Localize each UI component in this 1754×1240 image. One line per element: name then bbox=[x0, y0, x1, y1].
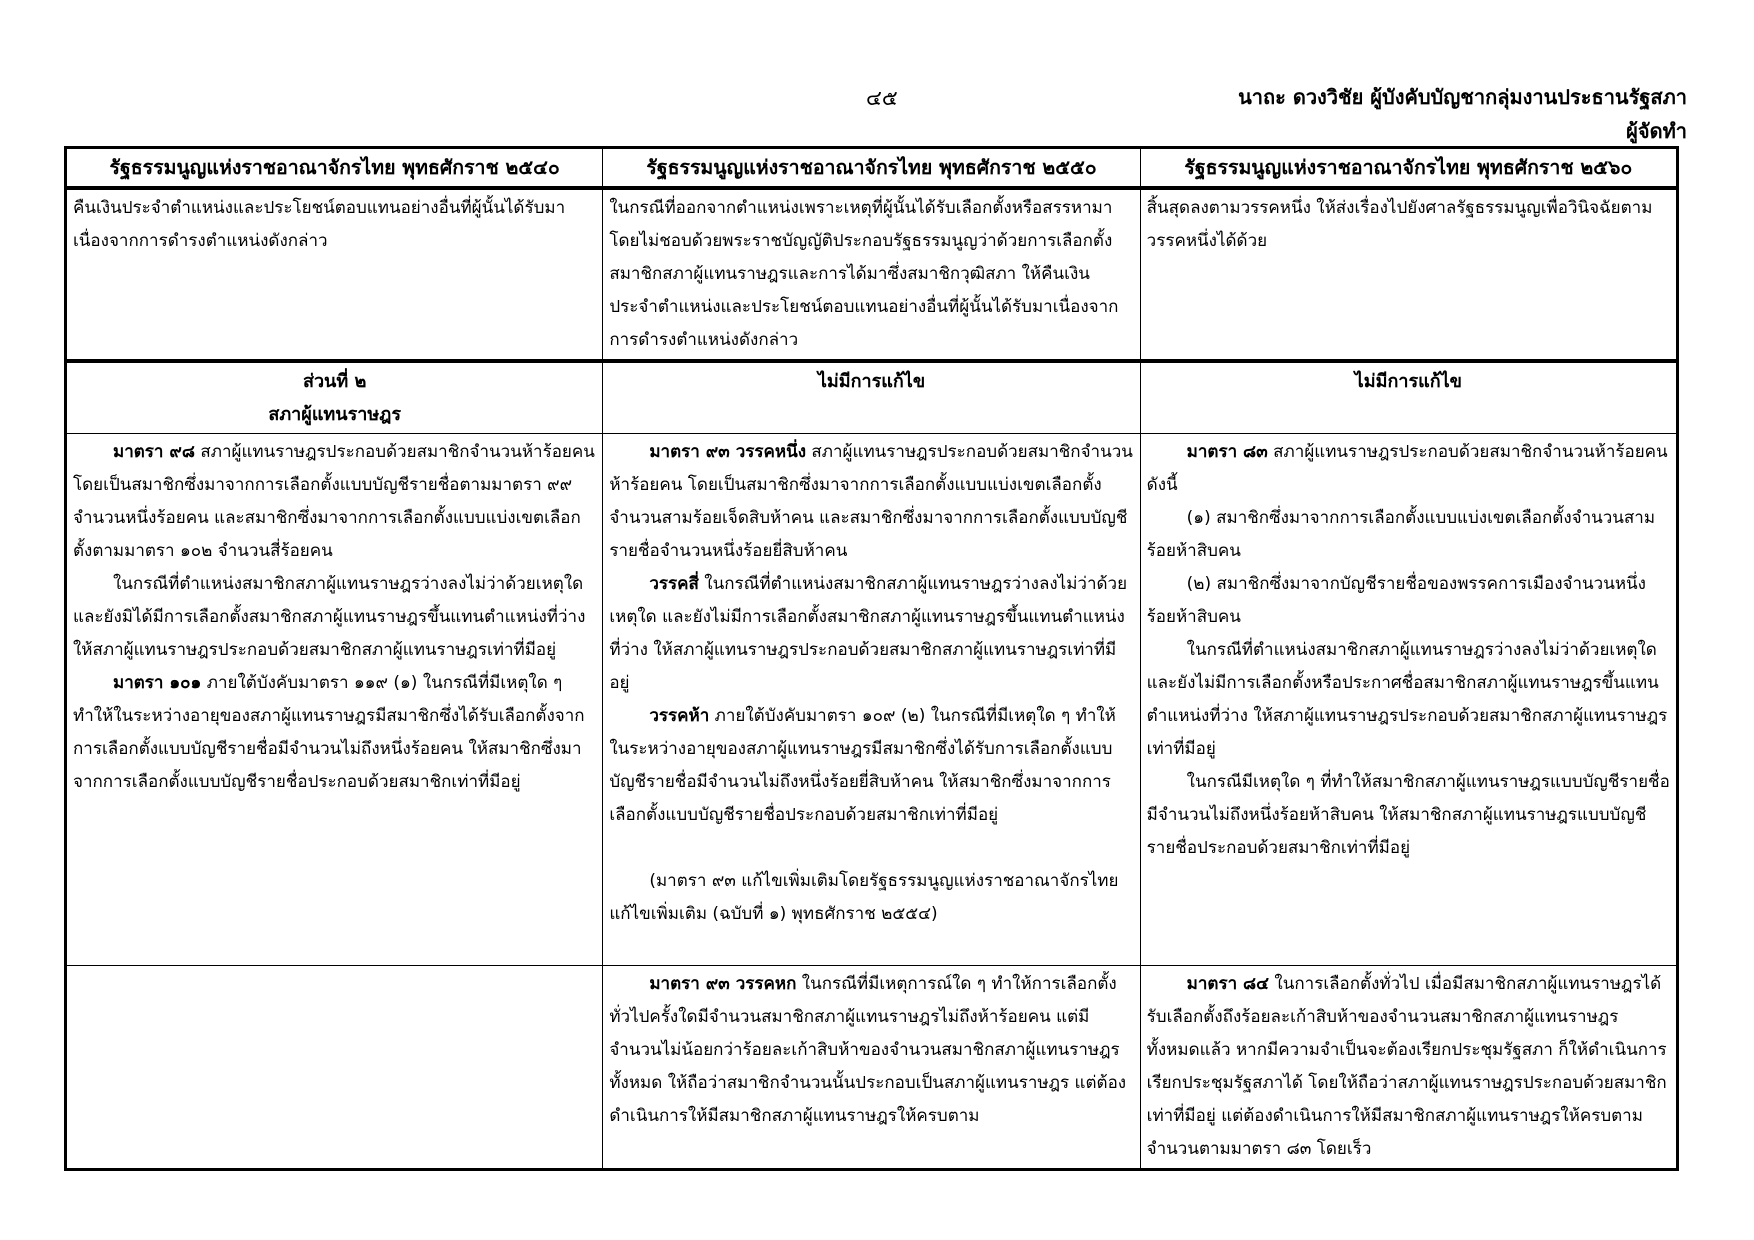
paragraph-text: ไม่มีการแก้ไข bbox=[1354, 371, 1462, 392]
paragraph-text: สภาผู้แทนราษฎรประกอบด้วยสมาชิกจำนวนห้าร้อยคน โดยเป็นสมาชิกซึ่งมาจากการเลือกตั้งแบบบัญชีรายชื่อตามมาตรา ๙๙ จำนวนหนึ่งร้อยคน และสมาชิกซึ่งมาจากการเลือกตั้งแบบแบ่งเขตเลือกตั้งตามมาตรา ๑๐๒ จำนวนสี่ร้อยคน bbox=[73, 442, 595, 561]
table-cell bbox=[603, 966, 1140, 1170]
paragraph bbox=[609, 568, 1133, 700]
paragraph bbox=[609, 865, 1133, 931]
paragraph bbox=[73, 398, 596, 431]
paragraph-text: (๒) สมาชิกซึ่งมาจากบัญชีรายชื่อของพรรคการเมืองจำนวนหนึ่งร้อยห้าสิบคน bbox=[1146, 574, 1646, 627]
author-role: ผู้จัดทำ bbox=[1626, 119, 1687, 143]
paragraph bbox=[1147, 568, 1670, 634]
table-body bbox=[66, 188, 1678, 1170]
paragraph bbox=[1147, 766, 1670, 865]
paragraph-text: ในกรณีที่ตำแหน่งสมาชิกสภาผู้แทนราษฎรว่างลงไม่ว่าด้วยเหตุใด และยังไม่มีการเลือกตั้งสมาชิกสภาผู้แทนราษฎรขึ้นแทนตำแหน่งที่ว่าง ให้สภาผู้แทนราษฎรประกอบด้วยสมาชิกสภาผู้แทนราษฎรเท่าที่มีอยู่ bbox=[609, 574, 1128, 693]
paragraph-text: ในกรณีมีเหตุใด ๆ ที่ทำให้สมาชิกสภาผู้แทนราษฎรแบบบัญชีรายชื่อมีจำนวนไม่ถึงหนึ่งร้อยห้าสิบคน ให้สมาชิกสภาผู้แทนราษฎรแบบบัญชีรายชื่อประกอบด้วยสมาชิกเท่าที่มีอยู่ bbox=[1146, 772, 1670, 858]
paragraph bbox=[73, 436, 596, 568]
paragraph-text: ภายใต้บังคับมาตรา ๑๑๙ (๑) ในกรณีที่มีเหตุใด ๆ ทำให้ในระหว่างอายุของสภาผู้แทนราษฎรมีสมาชิกซึ่งได้รับเลือกตั้งจากการเลือกตั้งแบบบัญชีรายชื่อมีจำนวนไม่ถึงหนึ่งร้อยคน ให้สมาชิกซึ่งมาจากการเลือกตั้งแบบบัญชีรายชื่อประกอบด้วยสมาชิกเท่าที่มีอยู่ bbox=[73, 673, 585, 792]
author-name: นาถะ ดวงวิชัย ผู้บังคับบัญชากลุ่มงานประธานรัฐสภา bbox=[1238, 85, 1687, 109]
paragraph-text: คืนเงินประจำตำแหน่งและประโยชน์ตอบแทนอย่างอื่นที่ผู้นั้นได้รับมาเนื่องจากการดำรงตำแหน่งดังกล่าว bbox=[73, 198, 566, 251]
table-row bbox=[66, 434, 1678, 966]
table-cell bbox=[1140, 966, 1677, 1170]
table-header-row bbox=[66, 148, 1678, 189]
paragraph bbox=[609, 365, 1133, 398]
paragraph bbox=[73, 365, 596, 398]
paragraph-text: ในกรณีที่มีเหตุการณ์ใด ๆ ทำให้การเลือกตั้งทั่วไปครั้งใดมีจำนวนสมาชิกสภาผู้แทนราษฎรไม่ถึงห้าร้อยคน แต่มีจำนวนไม่น้อยกว่าร้อยละเก้าสิบห้าของจำนวนสมาชิกสภาผู้แทนราษฎรทั้งหมด ให้ถือว่าสมาชิกจำนวนนั้นประกอบเป็นสภาผู้แทนราษฎร แต่ต้องดำเนินการให้มีสมาชิกสภาผู้แทนราษฎรให้ครบตาม bbox=[609, 974, 1127, 1126]
paragraph bbox=[1147, 365, 1670, 398]
paragraph bbox=[609, 436, 1133, 568]
paragraph-text: ในการเลือกตั้งทั่วไป เมื่อมีสมาชิกสภาผู้แทนราษฎรได้รับเลือกตั้งถึงร้อยละเก้าสิบห้าของจำนวนสมาชิกสภาผู้แทนราษฎรทั้งหมดแล้ว หากมีความจำเป็นจะต้องเรียกประชุมรัฐสภา ก็ให้ดำเนินการเรียกประชุมรัฐสภาได้ โดยให้ถือว่าสภาผู้แทนราษฎรประกอบด้วยสมาชิกเท่าที่มีอยู่ แต่ต้องดำเนินการให้มีสมาชิกสภาผู้แทนราษฎรให้ครบตามจำนวนตามมาตรา ๘๓ โดยเร็ว bbox=[1146, 974, 1667, 1159]
paragraph-text: ส่วนที่ ๒ bbox=[302, 371, 367, 392]
table-cell bbox=[603, 361, 1140, 434]
paragraph bbox=[1147, 634, 1670, 766]
paragraph-text: ในกรณีที่ตำแหน่งสมาชิกสภาผู้แทนราษฎรว่างลงไม่ว่าด้วยเหตุใด และยังมิได้มีการเลือกตั้งสมาชิกสภาผู้แทนราษฎรขึ้นแทนตำแหน่งที่ว่าง ให้สภาผู้แทนราษฎรประกอบด้วยสมาชิกสภาผู้แทนราษฎรเท่าที่มีอยู่ bbox=[73, 574, 586, 660]
constitution-comparison-table bbox=[64, 146, 1679, 1171]
paragraph-text: ภายใต้บังคับมาตรา ๑๐๙ (๒) ในกรณีที่มีเหตุใด ๆ ทำให้ในระหว่างอายุของสภาผู้แทนราษฎรมีสมาชิกซึ่งได้รับการเลือกตั้งแบบบัญชีรายชื่อมีจำนวนไม่ถึงหนึ่งร้อยยี่สิบห้าคน ให้สมาชิกซึ่งมาจากการเลือกตั้งแบบบัญชีรายชื่อประกอบด้วยสมาชิกเท่าที่มีอยู่ bbox=[609, 706, 1116, 825]
paragraph-text: ในกรณีที่ออกจากตำแหน่งเพราะเหตุที่ผู้นั้นได้รับเลือกตั้งหรือสรรหามาโดยไม่ชอบด้วยพระราชบัญญัติประกอบรัฐธรรมนูญว่าด้วยการเลือกตั้งสมาชิกสภาผู้แทนราษฎรและการได้มาซึ่งสมาชิกวุฒิสภา ให้คืนเงินประจำตำแหน่งและประโยชน์ตอบแทนอย่างอื่นที่ผู้นั้นได้รับมาเนื่องจากการดำรงตำแหน่งดังกล่าว bbox=[609, 198, 1119, 350]
table-row bbox=[66, 188, 1678, 361]
table-cell bbox=[66, 188, 603, 361]
table-row bbox=[66, 361, 1678, 434]
section-label: มาตรา ๘๓ bbox=[1186, 442, 1268, 462]
section-label: มาตรา ๙๘ bbox=[113, 442, 195, 462]
table-cell bbox=[66, 361, 603, 434]
paragraph-text: สภาผู้แทนราษฎรประกอบด้วยสมาชิกจำนวนห้าร้อยคน ดังนี้ bbox=[1146, 442, 1668, 495]
section-label: มาตรา ๑๐๑ bbox=[113, 673, 202, 693]
section-label: วรรคห้า bbox=[649, 706, 710, 726]
paragraph bbox=[73, 568, 596, 667]
table-cell bbox=[66, 434, 603, 966]
column-header-2540: รัฐธรรมนูญแห่งราชอาณาจักรไทย พุทธศักราช ๒๕๔๐ bbox=[66, 148, 603, 189]
paragraph-text: สภาผู้แทนราษฎรประกอบด้วยสมาชิกจำนวนห้าร้อยคน โดยเป็นสมาชิกซึ่งมาจากการเลือกตั้งแบบแบ่งเขตเลือกตั้งจำนวนสามร้อยเจ็ดสิบห้าคน และสมาชิกซึ่งมาจากการเลือกตั้งแบบบัญชีรายชื่อจำนวนหนึ่งร้อยยี่สิบห้าคน bbox=[609, 442, 1133, 561]
column-header-2560: รัฐธรรมนูญแห่งราชอาณาจักรไทย พุทธศักราช ๒๕๖๐ bbox=[1140, 148, 1677, 189]
paragraph-text: สิ้นสุดลงตามวรรคหนึ่ง ให้ส่งเรื่องไปยังศาลรัฐธรรมนูญเพื่อวินิจฉัยตามวรรคหนึ่งได้ด้วย bbox=[1146, 198, 1653, 251]
paragraph bbox=[1147, 968, 1670, 1166]
author-block bbox=[1238, 80, 1687, 148]
column-header-2550: รัฐธรรมนูญแห่งราชอาณาจักรไทย พุทธศักราช ๒๕๕๐ bbox=[603, 148, 1140, 189]
table-cell bbox=[1140, 361, 1677, 434]
paragraph bbox=[1147, 192, 1670, 258]
paragraph-text: ไม่มีการแก้ไข bbox=[817, 371, 926, 392]
paragraph bbox=[609, 968, 1133, 1133]
table-cell bbox=[1140, 188, 1677, 361]
section-label: มาตรา ๙๓ วรรคหก bbox=[649, 974, 797, 994]
section-label: มาตรา ๙๓ วรรคหนึ่ง bbox=[649, 442, 807, 462]
table-cell bbox=[603, 434, 1140, 966]
paragraph bbox=[73, 192, 596, 258]
table-cell bbox=[603, 188, 1140, 361]
section-label: มาตรา ๘๔ bbox=[1186, 974, 1270, 994]
table-cell bbox=[66, 966, 603, 1170]
paragraph bbox=[609, 700, 1133, 832]
table-row bbox=[66, 966, 1678, 1170]
section-label: วรรคสี่ bbox=[649, 574, 699, 594]
paragraph bbox=[1147, 502, 1670, 568]
paragraph-text: (มาตรา ๙๓ แก้ไขเพิ่มเติมโดยรัฐธรรมนูญแห่งราชอาณาจักรไทย แก้ไขเพิ่มเติม (ฉบับที่ ๑) พุทธศักราช ๒๕๕๔) bbox=[609, 871, 1119, 924]
page-number: ๔๕ bbox=[866, 86, 898, 110]
paragraph-text: สภาผู้แทนราษฎร bbox=[268, 404, 401, 425]
table-cell bbox=[1140, 434, 1677, 966]
paragraph-text: (๑) สมาชิกซึ่งมาจากการเลือกตั้งแบบแบ่งเขตเลือกตั้งจำนวนสามร้อยห้าสิบคน bbox=[1146, 508, 1656, 561]
paragraph bbox=[73, 667, 596, 799]
paragraph-text: ในกรณีที่ตำแหน่งสมาชิกสภาผู้แทนราษฎรว่างลงไม่ว่าด้วยเหตุใด และยังไม่มีการเลือกตั้งหรือประกาศชื่อสมาชิกสภาผู้แทนราษฎรขึ้นแทนตำแหน่งที่ว่าง ให้สภาผู้แทนราษฎรประกอบด้วยสมาชิกสภาผู้แทนราษฎรเท่าที่มีอยู่ bbox=[1146, 640, 1668, 759]
paragraph bbox=[609, 192, 1133, 357]
paragraph bbox=[1147, 436, 1670, 502]
